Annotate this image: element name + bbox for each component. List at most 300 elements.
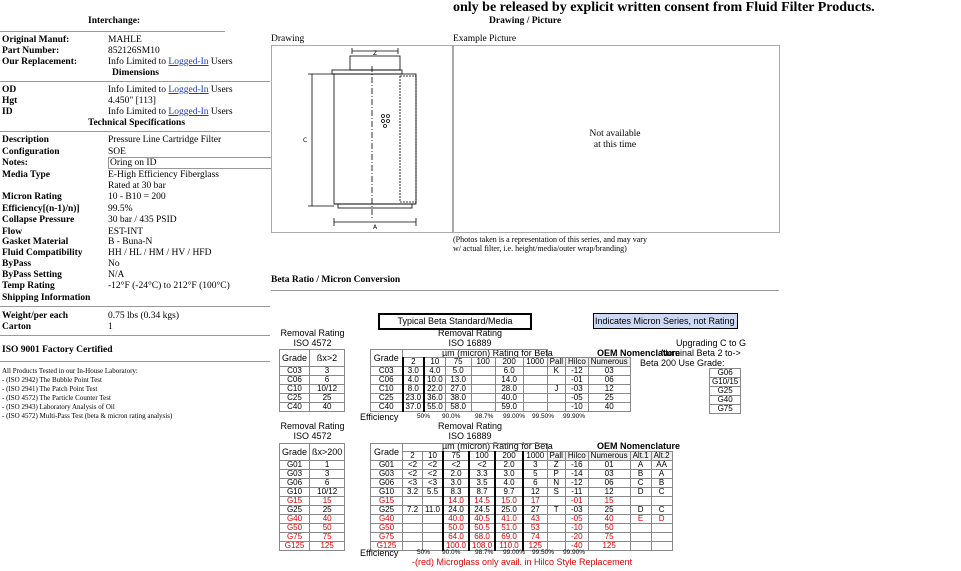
- spec-value: N/A: [108, 270, 125, 280]
- table-cell: P: [547, 470, 565, 479]
- upgrading-text: Upgrading C to G: [676, 338, 747, 348]
- table-cell: 12: [523, 488, 547, 497]
- table-cell: 125: [523, 542, 547, 551]
- table-cell: C10: [280, 385, 310, 394]
- table-cell: 51.0: [495, 524, 523, 533]
- table-cell: 03: [588, 367, 630, 376]
- spec-key: Configuration: [2, 147, 60, 157]
- table-cell: 22.0: [424, 385, 445, 394]
- drawing-panel: [271, 45, 453, 233]
- upgrading-text: Nominal Beta 2 to->: [661, 348, 741, 358]
- lab-test-line: - (ISO 2942) The Bubble Point Test: [2, 376, 102, 384]
- table-cell: G10: [371, 488, 403, 497]
- table-cell: 50: [310, 524, 345, 533]
- lab-test-line: - (ISO 4572) Multi-Pass Test (beta & micron rating analysis): [2, 412, 173, 420]
- table-cell: 50.0: [443, 524, 469, 533]
- spec-key: OD: [2, 85, 17, 95]
- table-cell: G25: [371, 506, 403, 515]
- beta-standard-table: [370, 349, 631, 412]
- table-cell: [547, 403, 565, 412]
- spec-value: SOE: [108, 147, 126, 157]
- table-cell: 3.0: [495, 470, 523, 479]
- table-cell: -14: [565, 470, 588, 479]
- spec-key: Description: [2, 135, 49, 145]
- efficiency-value: 90.0%: [442, 549, 461, 556]
- lab-test-line: - (ISO 2943) Laboratory Analysis of Oil: [2, 403, 115, 411]
- table-cell: G40: [371, 515, 403, 524]
- typical-beta-box: Typical Beta Standard/Media: [378, 313, 532, 330]
- table-cell: G50: [280, 524, 310, 533]
- table-cell: G75: [710, 405, 741, 414]
- table-cell: 10/12: [310, 488, 345, 497]
- table-cell: 3.0: [403, 367, 425, 376]
- table-cell: 8.0: [403, 385, 425, 394]
- table-cell: 110.0: [495, 542, 523, 551]
- lab-test-line: All Products Tested in our In-House Laboratory:: [2, 367, 138, 375]
- spec-value: Pressure Line Cartridge Filter: [108, 135, 222, 145]
- table-cell: <2: [403, 470, 423, 479]
- table-cell: [547, 533, 565, 542]
- table-cell: [547, 524, 565, 533]
- spec-key: ID: [2, 107, 13, 117]
- table-cell: [523, 394, 547, 403]
- table-cell: Hilco: [565, 452, 588, 461]
- table-cell: 17: [523, 497, 547, 506]
- table-cell: 1000: [523, 452, 547, 461]
- table-cell: G25: [280, 506, 310, 515]
- table-cell: 200: [495, 358, 523, 367]
- table-cell: A: [630, 461, 651, 470]
- efficiency-value: 99.50%: [532, 413, 555, 420]
- table-cell: G50: [371, 524, 403, 533]
- efficiency-value: 99.00%: [503, 413, 526, 420]
- table-cell: ßx>2: [310, 350, 345, 367]
- table-cell: 200: [495, 452, 523, 461]
- table-cell: Numerous: [588, 358, 630, 367]
- table-cell: C10: [371, 385, 403, 394]
- table-cell: G75: [371, 533, 403, 542]
- spec-key: Hgt: [2, 96, 18, 106]
- table-cell: C06: [280, 376, 310, 385]
- spec-value: MAHLE: [108, 35, 142, 45]
- spec-value: B - Buna-N: [108, 237, 153, 247]
- table-cell: [630, 533, 651, 542]
- table-cell: C: [630, 479, 651, 488]
- table-cell: 14.0: [495, 376, 523, 385]
- spec-value: HH / HL / HM / HV / HFD: [108, 248, 212, 258]
- table-cell: 8.3: [443, 488, 469, 497]
- table-cell: 3.2: [403, 488, 423, 497]
- table-cell: 06: [588, 376, 630, 385]
- table-cell: C: [651, 488, 672, 497]
- table-cell: G03: [371, 470, 403, 479]
- table-cell: B: [630, 470, 651, 479]
- table-cell: 25: [588, 506, 630, 515]
- table-cell: -12: [566, 367, 589, 376]
- lab-test-line: - (ISO 2941) The Patch Point Test: [2, 385, 98, 393]
- table-cell: 7.2: [403, 506, 423, 515]
- table-cell: -11: [565, 488, 588, 497]
- table-cell: -10: [566, 403, 589, 412]
- table-cell: 58.0: [445, 403, 471, 412]
- table-cell: 36.0: [424, 394, 445, 403]
- table-cell: 3: [523, 461, 547, 470]
- table-cell: [523, 403, 547, 412]
- table-cell: <3: [423, 479, 443, 488]
- spec-value-tail: Users: [208, 57, 233, 67]
- table-cell: C03: [280, 367, 310, 376]
- table-cell: 75: [310, 533, 345, 542]
- table-cell: 108.0: [469, 542, 495, 551]
- table-cell: Pall: [547, 452, 565, 461]
- table-cell: [630, 542, 651, 551]
- table-cell: C06: [371, 376, 403, 385]
- example-picture-label: Example Picture: [453, 34, 517, 44]
- table-cell: [651, 542, 672, 551]
- spec-value: -12°F (-24°C) to 212°F (100°C): [108, 281, 230, 291]
- table-cell: T: [547, 506, 565, 515]
- spec-value: 99.5%: [108, 204, 133, 214]
- table-cell: G03: [280, 470, 310, 479]
- table-cell: 1000: [523, 358, 547, 367]
- oem-nomenclature-header: OEM Nomenclature: [597, 348, 681, 358]
- table-cell: 37.0: [403, 403, 425, 412]
- table-cell: -03: [566, 385, 589, 394]
- table-cell: G01: [371, 461, 403, 470]
- table-cell: 4.0: [403, 376, 425, 385]
- table-cell: 3.0: [443, 479, 469, 488]
- table-cell: 74: [523, 533, 547, 542]
- table-cell: 13.0: [445, 376, 471, 385]
- efficiency-label: Efficiency: [360, 548, 399, 558]
- table-cell: [471, 403, 495, 412]
- table-cell: 25.0: [495, 506, 523, 515]
- indicates-micron-box: Indicates Micron Series, not Rating: [593, 313, 738, 329]
- table-cell: 10: [423, 452, 443, 461]
- table-cell: 6.0: [495, 367, 523, 376]
- efficiency-value: 98.7%: [475, 549, 494, 556]
- spec-key: Part Number:: [2, 46, 60, 56]
- table-cell: 40: [588, 403, 630, 412]
- spec-value-tail: Users: [208, 85, 233, 95]
- table-cell: -10: [565, 524, 588, 533]
- table-cell: 3.5: [469, 479, 495, 488]
- spec-key: Original Manuf:: [2, 35, 70, 45]
- spec-value: [108, 107, 233, 117]
- svg-text:C: C: [303, 137, 308, 144]
- efficiency-value: 50%: [417, 549, 431, 556]
- spec-key: Micron Rating: [2, 192, 62, 202]
- table-cell: K: [547, 367, 565, 376]
- table-cell: B: [651, 479, 672, 488]
- table-cell: 69.0: [495, 533, 523, 542]
- spec-key: Gasket Material: [2, 237, 69, 247]
- section-heading: Dimensions: [112, 68, 159, 78]
- spec-value: 1: [108, 322, 113, 332]
- table-cell: [471, 385, 495, 394]
- table-cell: 14.5: [469, 497, 495, 506]
- table-cell: 75: [445, 358, 471, 367]
- table-cell: 4.0: [495, 479, 523, 488]
- table-cell: Numerous: [588, 452, 630, 461]
- table-cell: G40: [280, 515, 310, 524]
- section-heading: Technical Specifications: [88, 118, 186, 128]
- table-cell: [471, 367, 495, 376]
- table-cell: -01: [565, 497, 588, 506]
- table-cell: -01: [566, 376, 589, 385]
- logged-in-link[interactable]: Logged-In: [168, 107, 209, 117]
- table-cell: <3: [403, 479, 423, 488]
- logged-in-link[interactable]: Logged-In: [168, 85, 209, 95]
- table-cell: 40: [588, 515, 630, 524]
- table-cell: G06: [280, 479, 310, 488]
- table-cell: 100: [469, 452, 495, 461]
- table-cell: Grade: [280, 350, 310, 367]
- table-cell: <2: [443, 461, 469, 470]
- table-cell: 15.0: [495, 497, 523, 506]
- table-cell: 25: [588, 394, 630, 403]
- spec-key: Flow: [2, 227, 23, 237]
- table-cell: D: [630, 506, 651, 515]
- table-cell: -40: [565, 542, 588, 551]
- iso-4572-label: ISO 4572: [293, 431, 332, 441]
- table-cell: 64.0: [443, 533, 469, 542]
- table-cell: 4.0: [424, 367, 445, 376]
- table-cell: 11.0: [423, 506, 443, 515]
- table-cell: AA: [651, 461, 672, 470]
- efficiency-value: 99.90%: [563, 549, 586, 556]
- table-cell: 5.5: [423, 488, 443, 497]
- table-cell: [403, 533, 423, 542]
- spec-key: Collapse Pressure: [2, 215, 75, 225]
- spec-value: EST-INT: [108, 227, 144, 237]
- table-cell: 3: [310, 367, 345, 376]
- table-cell: C25: [371, 394, 403, 403]
- table-cell: [423, 524, 443, 533]
- table-cell: [651, 533, 672, 542]
- table-cell: 2: [403, 452, 423, 461]
- spec-value-tail: Users: [208, 107, 233, 117]
- efficiency-value: 99.90%: [563, 413, 586, 420]
- table-cell: 3: [310, 470, 345, 479]
- table-cell: 53: [523, 524, 547, 533]
- table-cell: 10.0: [424, 376, 445, 385]
- spec-value: 10 - B10 = 200: [108, 192, 166, 202]
- table-cell: G01: [280, 461, 310, 470]
- table-cell: 68.0: [469, 533, 495, 542]
- table-cell: 38.0: [445, 394, 471, 403]
- table-cell: C40: [280, 403, 310, 412]
- photo-note-2: w/ actual filter, i.e. height/media/outer wrap/branding): [453, 244, 627, 253]
- oem-nomenclature-header: OEM Nomenclature: [597, 441, 681, 451]
- spec-value: No: [108, 259, 120, 269]
- table-cell: 9.7: [495, 488, 523, 497]
- table-cell: J: [547, 385, 565, 394]
- table-cell: E: [630, 515, 651, 524]
- table-cell: 10/12: [310, 385, 345, 394]
- table-cell: 100: [471, 358, 495, 367]
- iso-16889-label: ISO 16889: [448, 338, 492, 348]
- table-cell: 6: [310, 479, 345, 488]
- spec-key: ByPass: [2, 259, 32, 269]
- table-cell: 10: [424, 358, 445, 367]
- at-this-time-text: at this time: [593, 140, 637, 150]
- filter-cartridge-drawing: [272, 46, 452, 232]
- table-cell: -20: [565, 533, 588, 542]
- table-cell: <2: [423, 470, 443, 479]
- upgrade-grade-table: [709, 368, 741, 414]
- svg-text:Z: Z: [373, 50, 378, 57]
- table-cell: [547, 394, 565, 403]
- table-cell: 1: [310, 461, 345, 470]
- spec-value-text: Info Limited to: [108, 107, 169, 117]
- micron-rating-header: µm (micron) Rating for Beta: [442, 348, 553, 358]
- svg-text:A: A: [373, 224, 378, 231]
- table-cell: 40.5: [469, 515, 495, 524]
- table-cell: 15: [310, 497, 345, 506]
- table-cell: C25: [280, 394, 310, 403]
- spec-value-text: Info Limited to: [108, 57, 169, 67]
- efficiency-value: 90.0%: [442, 413, 461, 420]
- table-cell: 41.0: [495, 515, 523, 524]
- table-cell: 2.0: [495, 461, 523, 470]
- table-cell: C03: [371, 367, 403, 376]
- table-cell: G06: [710, 369, 741, 378]
- table-cell: G10: [280, 488, 310, 497]
- table-cell: C: [651, 506, 672, 515]
- lab-test-line: - (ISO 4572) The Particle Counter Test: [2, 394, 111, 402]
- table-cell: G125: [280, 542, 310, 551]
- table-cell: Alt.1: [630, 452, 651, 461]
- table-cell: <2: [469, 461, 495, 470]
- table-cell: <2: [423, 461, 443, 470]
- table-cell: 6: [310, 376, 345, 385]
- table-cell: N: [547, 479, 565, 488]
- table-cell: 14.0: [443, 497, 469, 506]
- spec-value: 4.450" [113]: [108, 96, 156, 106]
- table-cell: 100.0: [443, 542, 469, 551]
- table-cell: [523, 376, 547, 385]
- table-cell: D: [630, 488, 651, 497]
- table-cell: Z: [547, 461, 565, 470]
- table-cell: C40: [371, 403, 403, 412]
- table-cell: D: [651, 515, 672, 524]
- table-cell: 28.0: [495, 385, 523, 394]
- spec-key: Weight/per each: [2, 311, 69, 321]
- table-cell: 2: [403, 358, 425, 367]
- spec-key: Fluid Compatibility: [2, 248, 83, 258]
- spec-value: Oring on ID: [108, 157, 272, 169]
- table-cell: 12: [588, 488, 630, 497]
- removal-rating-label: Removal Rating: [437, 328, 503, 338]
- table-cell: 06: [588, 479, 630, 488]
- efficiency-value: 99.00%: [503, 549, 526, 556]
- spec-key: Notes:: [2, 158, 28, 168]
- table-cell: A: [651, 470, 672, 479]
- table-cell: 2.0: [443, 470, 469, 479]
- table-cell: 15: [588, 497, 630, 506]
- table-cell: 75: [443, 452, 469, 461]
- table-cell: 24.5: [469, 506, 495, 515]
- grade-beta2-table: [279, 349, 345, 412]
- efficiency-value: 50%: [417, 413, 431, 420]
- table-cell: 125: [310, 542, 345, 551]
- removal-rating-label: Removal Rating: [280, 328, 345, 338]
- spec-value: 0.75 lbs (0.34 kgs): [108, 311, 179, 321]
- table-cell: 25: [310, 394, 345, 403]
- section-heading: ISO 9001 Factory Certified: [2, 345, 113, 355]
- table-cell: 27: [523, 506, 547, 515]
- table-cell: 27.0: [445, 385, 471, 394]
- red-note: -(red) Microglass only avail. in Hilco Style Replacement: [412, 557, 633, 567]
- table-cell: 55.0: [424, 403, 445, 412]
- efficiency-value: 99.50%: [532, 549, 555, 556]
- iso-4572-label: ISO 4572: [293, 338, 332, 348]
- table-cell: 59.0: [495, 403, 523, 412]
- table-cell: [547, 515, 565, 524]
- micron-rating-header: µm (micron) Rating for Beta: [442, 441, 553, 451]
- grade-beta200-table: [279, 443, 345, 551]
- table-cell: 3.3: [469, 470, 495, 479]
- table-cell: Pall: [547, 358, 565, 367]
- table-cell: G15: [371, 497, 403, 506]
- table-cell: Grade: [371, 444, 403, 461]
- example-picture-panel: [453, 45, 780, 233]
- table-cell: Grade: [280, 444, 310, 461]
- table-cell: 8.7: [469, 488, 495, 497]
- photo-note-1: (Photos taken is a representation of this series, and may vary: [453, 235, 647, 244]
- table-cell: Grade: [371, 350, 403, 367]
- table-cell: 125: [588, 542, 630, 551]
- spec-value: 30 bar / 435 PSID: [108, 215, 177, 225]
- beta-ratio-title: Beta Ratio / Micron Conversion: [271, 275, 401, 285]
- table-cell: G25: [710, 387, 741, 396]
- beta-microglass-table: [370, 443, 673, 551]
- logged-in-link[interactable]: Logged-In: [168, 57, 209, 67]
- table-cell: 5.0: [445, 367, 471, 376]
- table-cell: 5: [523, 470, 547, 479]
- table-cell: G75: [280, 533, 310, 542]
- table-cell: [523, 385, 547, 394]
- removal-rating-label: Removal Rating: [280, 421, 345, 431]
- table-cell: 6: [523, 479, 547, 488]
- upgrading-text: Beta 200 Use Grade:: [640, 358, 725, 368]
- table-cell: 03: [588, 470, 630, 479]
- table-cell: -05: [566, 394, 589, 403]
- banner: only be released by explicit written consent from Fluid Filter Products.: [453, 0, 875, 15]
- removal-rating-label: Removal Rating: [437, 421, 503, 431]
- table-cell: -05: [565, 515, 588, 524]
- spec-key: Temp Rating: [2, 281, 55, 291]
- table-cell: -03: [565, 506, 588, 515]
- table-cell: 50: [588, 524, 630, 533]
- table-cell: [523, 367, 547, 376]
- efficiency-label: Efficiency: [360, 412, 399, 422]
- table-cell: [471, 394, 495, 403]
- table-cell: <2: [403, 461, 423, 470]
- table-cell: ßx>200: [310, 444, 345, 461]
- drawing-picture-title: Drawing / Picture: [489, 16, 562, 26]
- table-cell: 40.0: [495, 394, 523, 403]
- spec-key: Carton: [2, 322, 32, 332]
- interchange-title: Interchange:: [88, 16, 141, 26]
- table-cell: [403, 524, 423, 533]
- table-cell: 23.0: [403, 394, 425, 403]
- table-cell: 50.5: [469, 524, 495, 533]
- table-cell: 40: [310, 403, 345, 412]
- table-cell: G125: [371, 542, 403, 551]
- table-cell: [471, 376, 495, 385]
